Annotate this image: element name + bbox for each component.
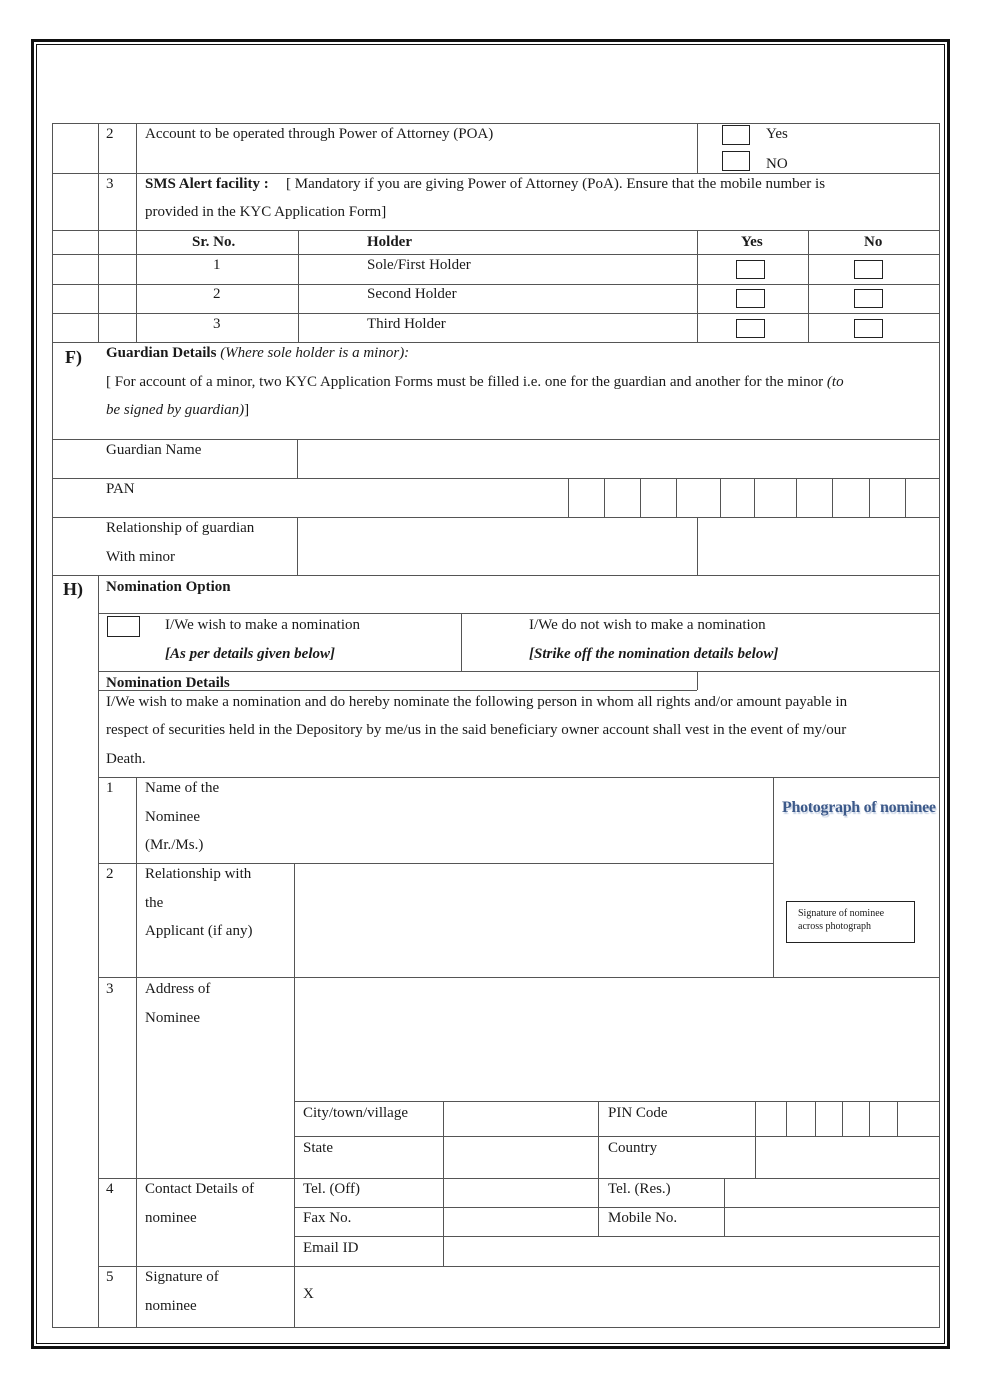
poa-label: Account to be operated through Power of Attorney (POA)	[145, 126, 494, 142]
sms-row-sr: 2	[213, 286, 221, 302]
sms-header-yes: Yes	[741, 234, 763, 250]
nominee-relationship-label-line2: the	[145, 895, 164, 911]
sms-second-holder-no-checkbox[interactable]	[854, 289, 883, 308]
photograph-of-nominee-label: Photograph of nominee	[782, 799, 936, 816]
make-nomination-checkbox[interactable]	[107, 616, 140, 637]
guardian-relationship-input[interactable]	[298, 518, 697, 575]
sms-note-line2: provided in the KYC Application Form]	[145, 204, 387, 220]
guardian-relationship-label-line2: With minor	[106, 549, 175, 565]
nomination-declaration-line2: respect of securities held in the Depository by me/us in the said beneficiary owner account shall vest in the event of my/our	[106, 722, 847, 738]
email-label: Email ID	[303, 1240, 359, 1256]
signature-across-photo-line2: across photograph	[798, 921, 872, 932]
email-input[interactable]	[444, 1237, 939, 1266]
country-input[interactable]	[756, 1137, 939, 1178]
nominee-signature-label-line2: nominee	[145, 1298, 197, 1314]
make-nomination-label: I/We wish to make a nomination	[165, 617, 360, 633]
nominee-name-label-line2: Nominee	[145, 809, 200, 825]
nominee-address-number: 3	[106, 981, 114, 997]
poa-yes-checkbox[interactable]	[722, 125, 750, 145]
section-letter-f: F)	[65, 347, 82, 367]
sms-header-sr: Sr. No.	[192, 234, 236, 250]
sms-row-sr: 3	[213, 316, 221, 332]
sms-third-holder-no-checkbox[interactable]	[854, 319, 883, 338]
section-letter-h: H)	[63, 579, 83, 599]
guardian-note-line2: be signed by guardian)]	[106, 402, 250, 418]
state-label: State	[303, 1140, 333, 1156]
no-nomination-label: I/We do not wish to make a nomination	[529, 617, 766, 633]
sms-second-holder-yes-checkbox[interactable]	[736, 289, 765, 308]
nominee-signature-input[interactable]	[295, 1267, 939, 1327]
pan-label: PAN	[106, 481, 135, 497]
nominee-contact-label-line1: Contact Details of	[145, 1181, 255, 1197]
sms-header-no: No	[864, 234, 883, 250]
state-input[interactable]	[444, 1137, 598, 1178]
nominee-relationship-input[interactable]	[295, 864, 773, 977]
no-nomination-sub: [Strike off the nomination details below]	[529, 646, 779, 662]
fax-input[interactable]	[444, 1208, 598, 1236]
sms-first-holder-no-checkbox[interactable]	[854, 260, 883, 279]
sms-header-holder: Holder	[367, 234, 412, 250]
nominee-name-number: 1	[106, 780, 114, 796]
nominee-name-label-line1: Name of the	[145, 780, 220, 796]
nomination-declaration-line3: Death.	[106, 751, 146, 767]
tel-off-label: Tel. (Off)	[303, 1181, 360, 1197]
nominee-signature-label-line1: Signature of	[145, 1269, 219, 1285]
sms-note-line1: [ Mandatory if you are giving Power of Attorney (PoA). Ensure that the mobile number is	[286, 176, 826, 192]
poa-no-label: NO	[766, 156, 788, 172]
poa-no-checkbox[interactable]	[722, 151, 750, 171]
mobile-input[interactable]	[725, 1208, 939, 1236]
country-label: Country	[608, 1140, 658, 1156]
nominee-contact-label-line2: nominee	[145, 1210, 197, 1226]
nomination-declaration-line1: I/We wish to make a nomination and do hereby nominate the following person in whom all rights and/or amount payable in	[106, 694, 848, 710]
city-input[interactable]	[444, 1102, 598, 1136]
signature-mark: X	[303, 1286, 314, 1302]
guardian-relationship-label-line1: Relationship of guardian	[106, 520, 255, 536]
sms-row-number: 3	[106, 176, 114, 192]
signature-across-photo-box	[786, 901, 915, 943]
guardian-title-line	[106, 344, 409, 362]
sms-first-holder-yes-checkbox[interactable]	[736, 260, 765, 279]
sms-row-holder: Third Holder	[367, 316, 446, 332]
signature-across-photo-line1: Signature of nominee	[798, 908, 885, 919]
nominee-contact-number: 4	[106, 1181, 114, 1197]
pin-code-label: PIN Code	[608, 1105, 668, 1121]
tel-res-input[interactable]	[725, 1179, 939, 1207]
tel-off-input[interactable]	[444, 1179, 598, 1207]
sms-third-holder-yes-checkbox[interactable]	[736, 319, 765, 338]
guardian-title-note: (Where sole holder is a minor):	[220, 345, 410, 361]
fax-label: Fax No.	[303, 1210, 352, 1226]
nominee-relationship-label-line3: Applicant (if any)	[145, 923, 253, 939]
city-label: City/town/village	[303, 1105, 408, 1121]
sms-row-holder: Second Holder	[367, 286, 457, 302]
nomination-option-title: Nomination Option	[106, 579, 231, 595]
nomination-details-title: Nomination Details	[106, 675, 230, 691]
guardian-title: Guardian Details	[106, 345, 217, 361]
guardian-name-label: Guardian Name	[106, 442, 202, 458]
poa-yes-label: Yes	[766, 126, 788, 142]
sms-title: SMS Alert facility :	[145, 176, 269, 192]
poa-row-number: 2	[106, 126, 114, 142]
nominee-address-label-line1: Address of	[145, 981, 211, 997]
nominee-address-label-line2: Nominee	[145, 1010, 200, 1026]
nominee-relationship-number: 2	[106, 866, 114, 882]
sms-row-holder: Sole/First Holder	[367, 257, 471, 273]
nominee-relationship-label-line1: Relationship with	[145, 866, 252, 882]
nominee-name-label-line3: (Mr./Ms.)	[145, 837, 204, 853]
nominee-signature-number: 5	[106, 1269, 114, 1285]
mobile-label: Mobile No.	[608, 1210, 678, 1226]
nominee-address-input[interactable]	[295, 978, 939, 1101]
nominee-name-input[interactable]	[295, 778, 773, 863]
guardian-note-line1: [ For account of a minor, two KYC Application Forms must be filled i.e. one for the guardian and another for the minor (to	[106, 374, 844, 390]
pan-input[interactable]	[569, 479, 939, 517]
make-nomination-sub: [As per details given below]	[165, 646, 335, 662]
tel-res-label: Tel. (Res.)	[608, 1181, 671, 1197]
pin-code-input[interactable]	[756, 1102, 939, 1136]
guardian-name-input[interactable]	[298, 440, 939, 478]
sms-row-sr: 1	[213, 257, 221, 273]
